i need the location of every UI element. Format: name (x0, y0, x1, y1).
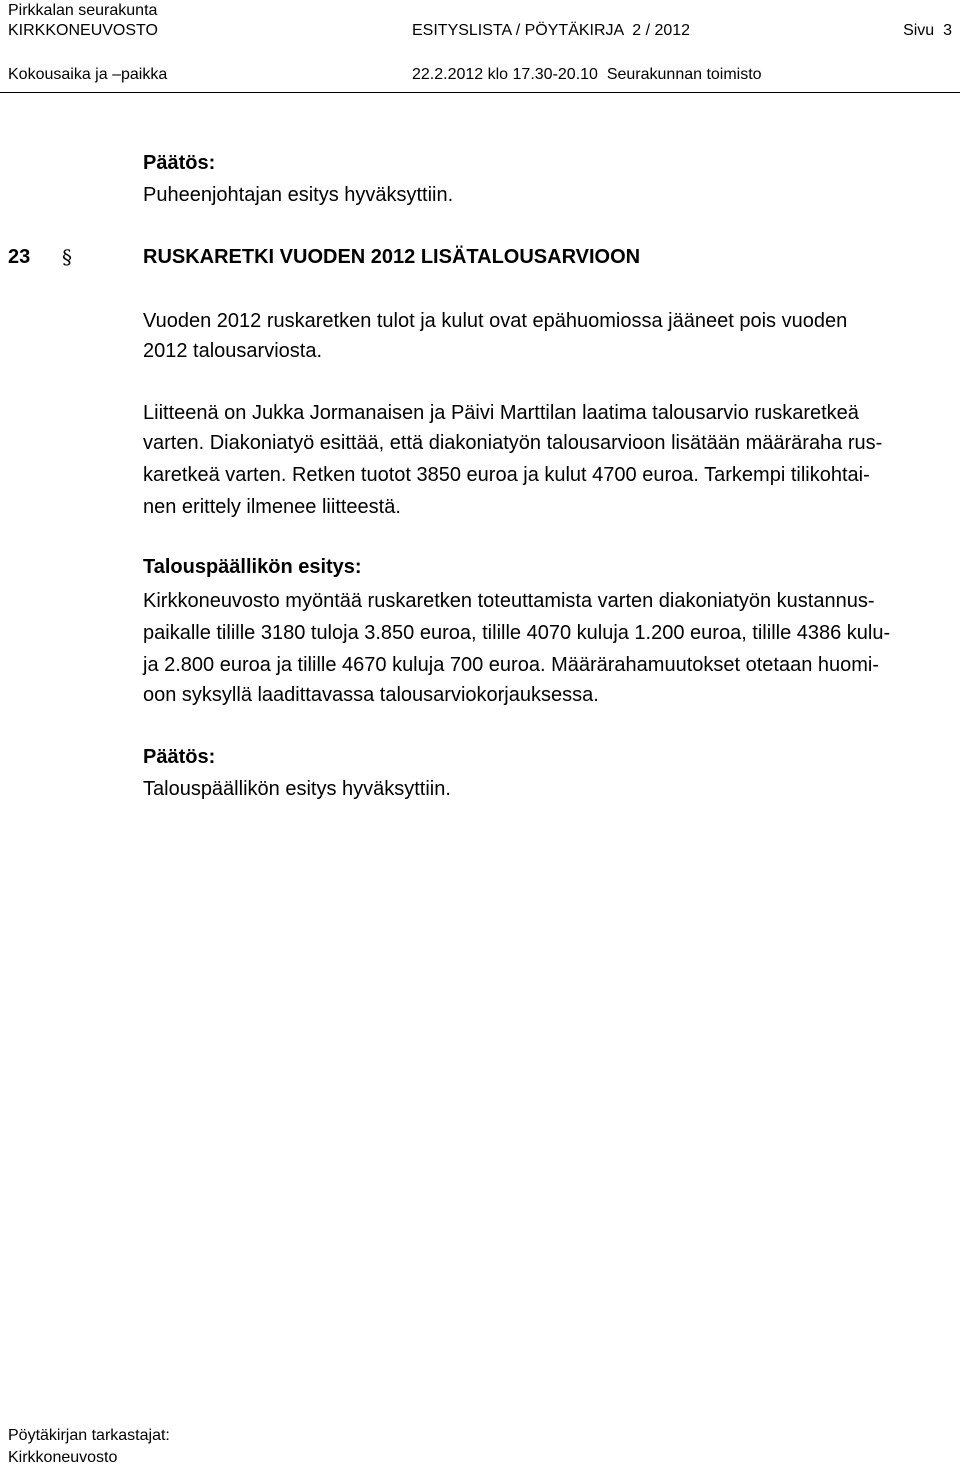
paragraph-2-line-4: nen erittely ilmenee liitteestä. (143, 496, 401, 518)
decision-heading-top: Päätös: (143, 152, 216, 174)
paragraph-2-line-1: Liitteenä on Jukka Jormanaisen ja Päivi Marttilan laatima talousarvio ruskaretkeä (143, 402, 859, 424)
footer-reviewers-label: Pöytäkirjan tarkastajat: (8, 1427, 170, 1444)
decision-text-top: Puheenjohtajan esitys hyväksyttiin. (143, 184, 454, 206)
proposal-line-3: ja 2.800 euroa ja tilille 4670 kuluja 700 euroa. Määrärahamuutokset otetaan huomi- (143, 654, 880, 676)
paragraph-1-line-2: 2012 talousarviosta. (143, 340, 323, 362)
proposal-line-4: oon syksyllä laadittavassa talousarviokorjauksessa. (143, 684, 599, 706)
decision-heading: Päätös: (143, 746, 216, 768)
meeting-info-row (8, 66, 952, 90)
proposal-heading: Talouspäällikön esitys: (143, 556, 362, 578)
header-row (8, 22, 952, 44)
footer-reviewers-value: Kirkkoneuvosto (8, 1449, 118, 1466)
board-name: KIRKKONEUVOSTO (8, 22, 158, 39)
paragraph-2-line-3: karetkeä varten. Retken tuotot 3850 euroa ja kulut 4700 euroa. Tarkempi tilikohtai- (143, 464, 870, 486)
meeting-label: Kokousaika ja –paikka (8, 66, 168, 83)
document-type: ESITYSLISTA / PÖYTÄKIRJA 2 / 2012 (412, 22, 691, 39)
organization-name: Pirkkalan seurakunta (8, 2, 158, 19)
section-number: 23 (8, 246, 31, 268)
page-number: Sivu 3 (903, 22, 952, 39)
proposal-line-2: paikalle tilille 3180 tuloja 3.850 euroa, tilille 4070 kuluja 1.200 euroa, tilille 4386 kulu- (143, 622, 891, 644)
paragraph-2-line-2: varten. Diakoniatyö esittää, että diakoniatyön talousarvioon lisätään määräraha rus- (143, 432, 883, 454)
section-title: RUSKARETKI VUODEN 2012 LISÄTALOUSARVIOON (143, 246, 641, 268)
meeting-value: 22.2.2012 klo 17.30-20.10 Seurakunnan toimisto (412, 66, 762, 83)
proposal-line-1: Kirkkoneuvosto myöntää ruskaretken toteuttamista varten diakoniatyön kustannus- (143, 590, 875, 612)
header-divider (0, 92, 960, 93)
decision-text: Talouspäällikön esitys hyväksyttiin. (143, 778, 451, 800)
section-mark: § (62, 245, 72, 269)
paragraph-1-line-1: Vuoden 2012 ruskaretken tulot ja kulut ovat epähuomiossa jääneet pois vuoden (143, 310, 848, 332)
